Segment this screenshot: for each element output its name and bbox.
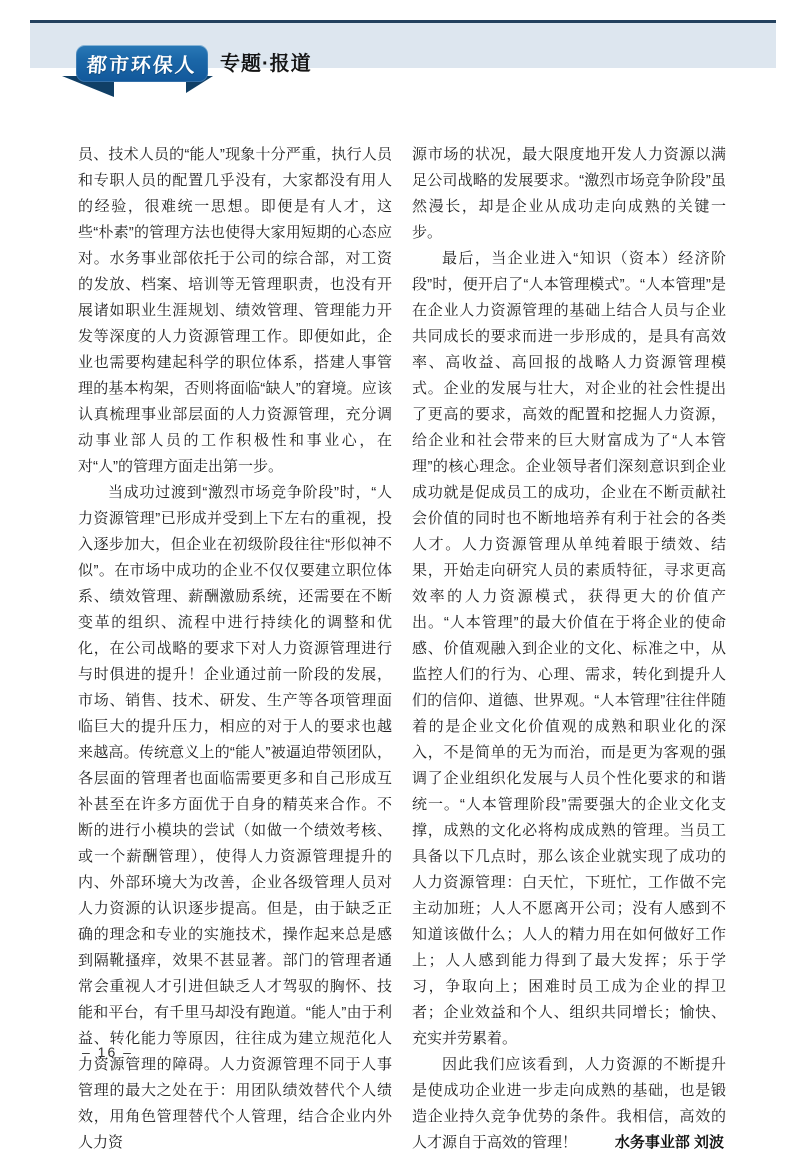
- paragraph-continuation: 员、技术人员的“能人”现象十分严重，执行人员和专职人员的配置几乎没有，大家都没有用人的经验，很难统一思想。即便是有人才，这些“朴素”的管理方法也使得大家用短期的心态应对。水务事业部依托于公司的综合部，对工资的发放、档案、培训等无管理职责，也没有开展诸如职业生涯规划、绩效管理、管理能力开发等深度的人力资源管理工作。即便如此，企业也需要构建起科学的职位体系，搭建人事管理的基本构架，否则将面临“缺人”的窘境。应该认真梳理事业部层面的人力资源管理，充分调动事业部人员的工作积极性和事业心，在对“人”的管理方面走出第一步。: [78, 146, 392, 475]
- author-signature: 水务事业部 刘波: [614, 1134, 724, 1151]
- left-column: [78, 142, 392, 1156]
- magazine-logo-text: 都市环保人: [86, 55, 198, 77]
- magazine-logo-badge: [76, 45, 208, 82]
- paragraph-continuation: 源市场的状况，最大限度地开发人力资源以满足公司战略的发展要求。“激烈市场竞争阶段”虽然漫长，却是企业从成功走向成熟的关键一步。: [412, 146, 726, 241]
- paragraph: 当成功过渡到“激烈市场竞争阶段”时，“人力资源管理”已形成并受到上下左右的重视，投入逐步加大，但企业在初级阶段往往“形似神不似”。在市场中成功的企业不仅仅要建立职位体系、绩效管理、薪酬激励系统，还需要在不断变革的组织、流程中进行持续化的调整和优化，在公司战略的要求下对人力资源管理进行与时俱进的提升！企业通过前一阶段的发展，市场、销售、技术、研发、生产等各项管理面临巨大的提升压力，相应的对于人的要求也越来越高。传统意义上的“能人”被逼迫带领团队，各层面的管理者也面临需要更多和自己形成互补甚至在许多方面优于自身的精英来合作。不断的进行小模块的尝试（如做一个绩效考核、或一个薪酬管理），使得人力资源管理提升的内、外部环境大为改善，企业各级管理人员对人力资源的认识逐步提高。但是，由于缺乏正确的理念和专业的实施技术，操作起来总是感到隔靴搔痒，效果不甚显著。部门的管理者通常会重视人才引进但缺乏人才驾驭的胸怀、技能和平台，有千里马却没有跑道。“能人”由于利益、转化能力等原因，往往成为建立规范化人力资源管理的障碍。人力资源管理不同于人事管理的最大之处在于：用团队绩效替代个人绩效，用角色管理替代个人管理，结合企业内外人力资: [78, 484, 392, 1151]
- article-body: [78, 142, 726, 1156]
- paragraph: 最后，当企业进入“知识（资本）经济阶段”时，便开启了“人本管理模式”。“人本管理”是在企业人力资源管理的基础上结合人员与企业共同成长的要求而进一步形成的，是具有高效率、高收益、高回报的战略人力资源管理模式。企业的发展与壮大，对企业的社会性提出了更高的要求，高效的配置和挖掘人力资源，给企业和社会带来的巨大财富成为了“人本管理”的核心理念。企业领导者们深刻意识到企业成功就是促成员工的成功，企业在不断贡献社会价值的同时也不断地培养有利于社会的各类人才。人力资源管理从单纯着眼于绩效、结果，开始走向研究人员的素质特征，寻求更高效率的人力资源模式，获得更大的价值产出。“人本管理”的最大价值在于将企业的使命感、价值观融入到企业的文化、标准之中，从监控人们的行为、心理、需求，转化到提升人们的信仰、道德、世界观。“人本管理”往往伴随着的是企业文化价值观的成熟和职业化的深入，不是简单的无为而治，而是更为客观的强调了企业组织化发展与人员个性化要求的和谐统一。“人本管理阶段”需要强大的企业文化支撑，成熟的文化必将构成成熟的管理。当员工具备以下几点时，那么该企业就实现了成功的人力资源管理：白天忙，下班忙，工作做不完主动加班；人人不愿离开公司；没有人感到不知道该做什么；人人的精力用在如何做好工作上；人人感到能力得到了最大发挥；乐于学习，争取向上；困难时员工成为企业的捍卫者；企业效益和个人、组织共同增长；愉快、充实并劳累着。: [412, 250, 726, 1047]
- section-label: 专题·报道: [220, 53, 312, 75]
- right-column: [412, 142, 726, 1156]
- paragraph: 因此我们应该看到，人力资源的不断提升是使成功企业进一步走向成熟的基础，也是锻造企业持久竞争优势的条件。我相信，高效的人才源自于高效的管理！: [412, 1056, 726, 1151]
- page-number: – 16 –: [82, 1044, 133, 1060]
